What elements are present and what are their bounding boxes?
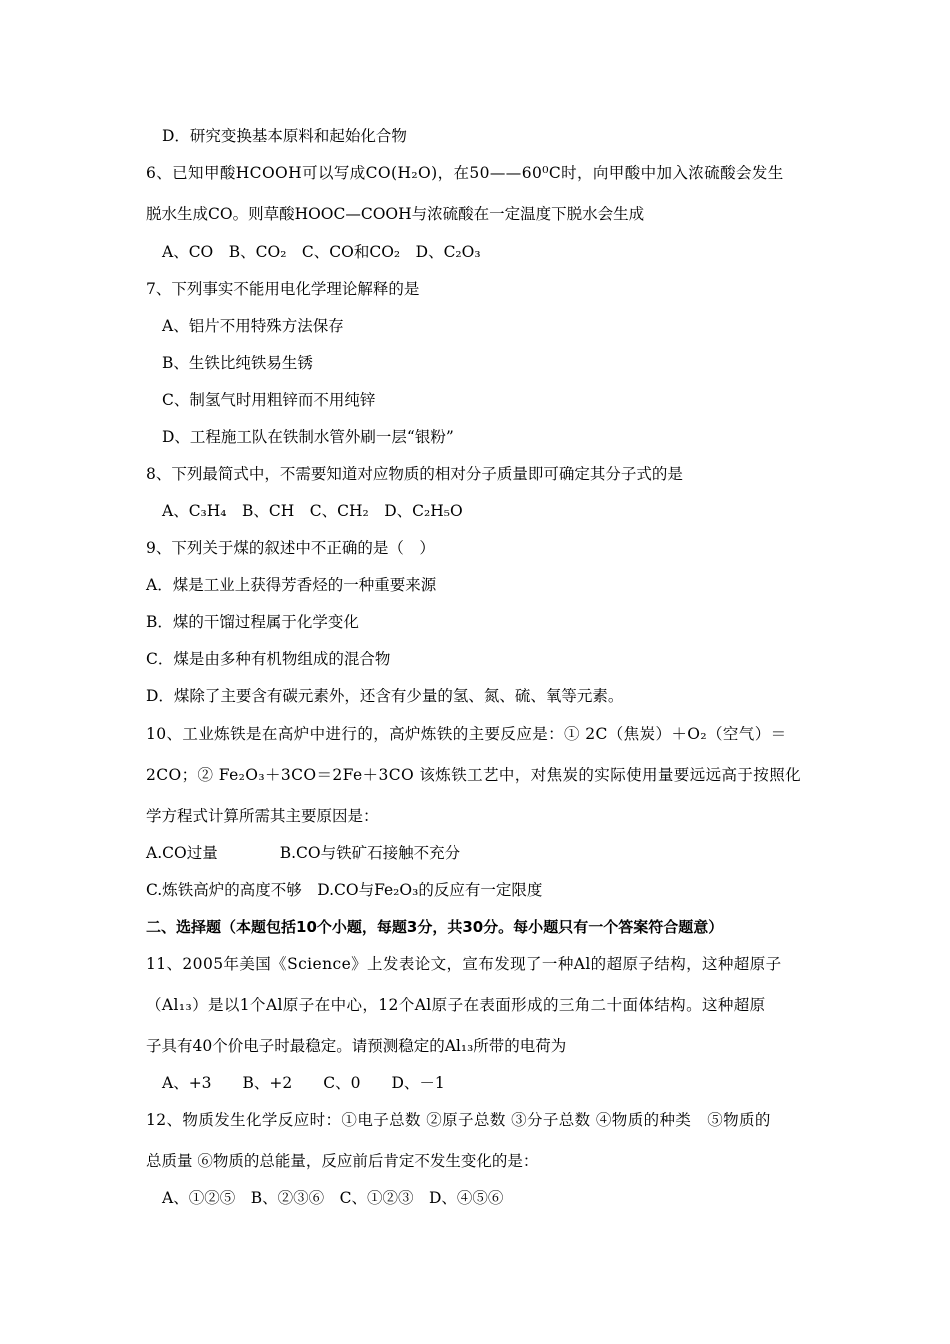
q10-stem-line2: 2CO；② Fe₂O₃＋3CO＝2Fe＋3CO 该炼铁工艺中，对焦炭的实际使用量要远远高于按照化	[146, 766, 801, 784]
q7-option-b: B、生铁比纯铁易生锈	[162, 354, 313, 372]
q11-stem-line1: 11、2005年美国《Science》上发表论文，宣布发现了一种Al的超原子结构，这种超原子	[146, 955, 782, 973]
q9-stem: 9、下列关于煤的叙述中不正确的是（ ）	[146, 539, 435, 557]
q7-option-d: D、工程施工队在铁制水管外刷一层“银粉”	[162, 428, 454, 446]
q11-options: A、+3 B、+2 C、0 D、－1	[162, 1074, 445, 1092]
q6-stem-line1: 6、已知甲酸HCOOH可以写成CO(H₂O)，在50——60⁰C时，向甲酸中加入浓硫酸会发生	[146, 164, 784, 182]
q8-stem: 8、下列最简式中，不需要知道对应物质的相对分子质量即可确定其分子式的是	[146, 465, 683, 483]
q11-stem-line3: 子具有40个价电子时最稳定。请预测稳定的Al₁₃所带的电荷为	[146, 1037, 567, 1055]
q12-options: A、①②⑤ B、②③⑥ C、①②③ D、④⑤⑥	[162, 1189, 504, 1207]
q5-option-d: D．研究变换基本原料和起始化合物	[162, 127, 407, 145]
q7-option-a: A、铝片不用特殊方法保存	[162, 317, 344, 335]
q11-stem-line2: （Al₁₃）是以1个Al原子在中心，12个Al原子在表面形成的三角二十面体结构。这种超原	[146, 996, 766, 1014]
q7-stem: 7、下列事实不能用电化学理论解释的是	[146, 280, 420, 298]
q9-option-b: B．煤的干馏过程属于化学变化	[146, 613, 359, 631]
q8-options: A、C₃H₄ B、CH C、CH₂ D、C₂H₅O	[162, 502, 463, 520]
q10-options-cd: C.炼铁高炉的高度不够 D.CO与Fe₂O₃的反应有一定限度	[146, 881, 543, 899]
q6-stem-line2: 脱水生成CO。则草酸HOOC—COOH与浓硫酸在一定温度下脱水会生成	[146, 205, 645, 223]
section-two-heading: 二、选择题（本题包括10个小题，每题3分，共30分。每小题只有一个答案符合题意）	[146, 918, 724, 936]
q10-stem-line1: 10、工业炼铁是在高炉中进行的，高炉炼铁的主要反应是：① 2C（焦炭）＋O₂（空气）＝	[146, 725, 787, 743]
q9-option-c: C．煤是由多种有机物组成的混合物	[146, 650, 391, 668]
q7-option-c: C、制氢气时用粗锌而不用纯锌	[162, 391, 376, 409]
q10-stem-line3: 学方程式计算所需其主要原因是：	[146, 807, 379, 825]
q10-options-ab: A.CO过量 B.CO与铁矿石接触不充分	[146, 844, 461, 862]
q9-option-d: D．煤除了主要含有碳元素外，还含有少量的氢、氮、硫、氧等元素。	[146, 687, 624, 705]
q12-stem-line1: 12、物质发生化学反应时：①电子总数 ②原子总数 ③分子总数 ④物质的种类 ⑤物质的	[146, 1111, 771, 1129]
q9-option-a: A．煤是工业上获得芳香烃的一种重要来源	[146, 576, 437, 594]
q12-stem-line2: 总质量 ⑥物质的总能量，反应前后肯定不发生变化的是：	[146, 1152, 539, 1170]
q6-options: A、CO B、CO₂ C、CO和CO₂ D、C₂O₃	[162, 243, 481, 261]
